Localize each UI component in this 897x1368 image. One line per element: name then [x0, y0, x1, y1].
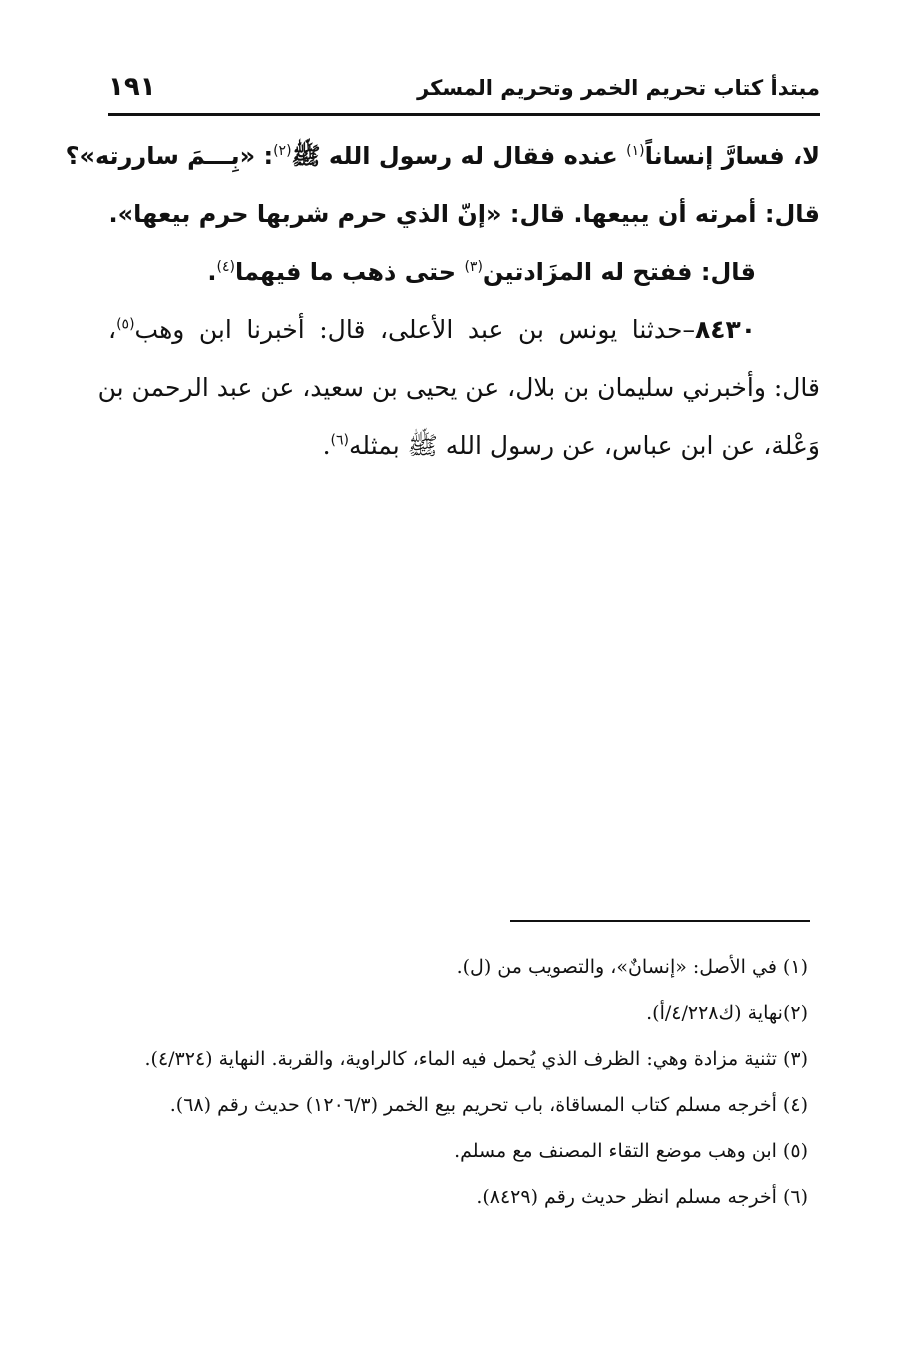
footnote-2: (٢)نهاية (ك٤/٢٢٨/أ).: [646, 1002, 808, 1024]
hadith-number: ٨٤٣٠: [694, 315, 756, 344]
text-segment: حتى ذهب ما فيهما: [234, 258, 465, 286]
header-rule: [108, 113, 820, 116]
text-line-2: [108, 185, 820, 243]
running-title: مبتدأ كتاب تحريم الخمر وتحريم المسكر: [417, 76, 820, 100]
text-segment: قال: ففتح له المزَادتين: [482, 258, 756, 286]
page-number: ١٩١: [108, 72, 156, 102]
text-segment: : «بِـــمَ ساررته»؟: [65, 142, 274, 170]
text-line-4: [108, 301, 820, 359]
text-segment: –حدثنا يونس بن عبد الأعلى، قال: أخبرنا ابن وهب: [134, 315, 695, 344]
text-line-5: [97, 359, 820, 417]
text-line-3: [108, 243, 820, 301]
text-segment: وَعْلة، عن ابن عباس، عن رسول الله ﷺ بمثله: [349, 431, 820, 460]
main-text: [65, 127, 820, 475]
footnote-ref-1: (١): [626, 143, 645, 159]
text-segment: .: [207, 258, 217, 286]
footnote-3: (٣) تثنية مزادة وهي: الظرف الذي يُحمل فيه الماء، كالراوية، والقربة. النهاية (٤/٣٢٤).: [144, 1048, 808, 1070]
text-line-1: [65, 127, 820, 185]
footnote-ref-5: (٥): [116, 316, 135, 333]
text-segment: ،: [108, 315, 117, 344]
footnote-1: (١) في الأصل: «إنسانٌ»، والتصويب من (ل).: [456, 956, 808, 978]
footnotes: [108, 944, 808, 1220]
text-segment: عنده فقال له رسول الله ﷺ: [291, 142, 627, 170]
text-segment: .: [322, 431, 331, 460]
footnote-4: (٤) أخرجه مسلم كتاب المساقاة، باب تحريم بيع الخمر (١٢٠٦/٣) حديث رقم (٦٨).: [169, 1094, 808, 1116]
footnote-ref-2: (٢): [273, 143, 292, 159]
text-segment: قال: أمرته أن يبيعها. قال: «إنّ الذي حرم شربها حرم بيعها».: [108, 200, 820, 228]
text-line-6: [108, 417, 820, 475]
text-segment: قال: وأخبرني سليمان بن بلال، عن يحيى بن سعيد، عن عبد الرحمن بن: [97, 373, 820, 402]
footnote-ref-3: (٣): [464, 259, 483, 275]
footnote-ref-6: (٦): [330, 432, 350, 449]
footnote-rule: [510, 920, 810, 922]
text-segment: لا، فسارَّ إنساناً: [644, 142, 820, 170]
footnote-6: (٦) أخرجه مسلم انظر حديث رقم (٨٤٢٩).: [476, 1186, 808, 1208]
page-header: [108, 70, 820, 110]
footnote-5: (٥) ابن وهب موضع التقاء المصنف مع مسلم.: [454, 1140, 808, 1162]
footnote-ref-4: (٤): [216, 259, 235, 275]
